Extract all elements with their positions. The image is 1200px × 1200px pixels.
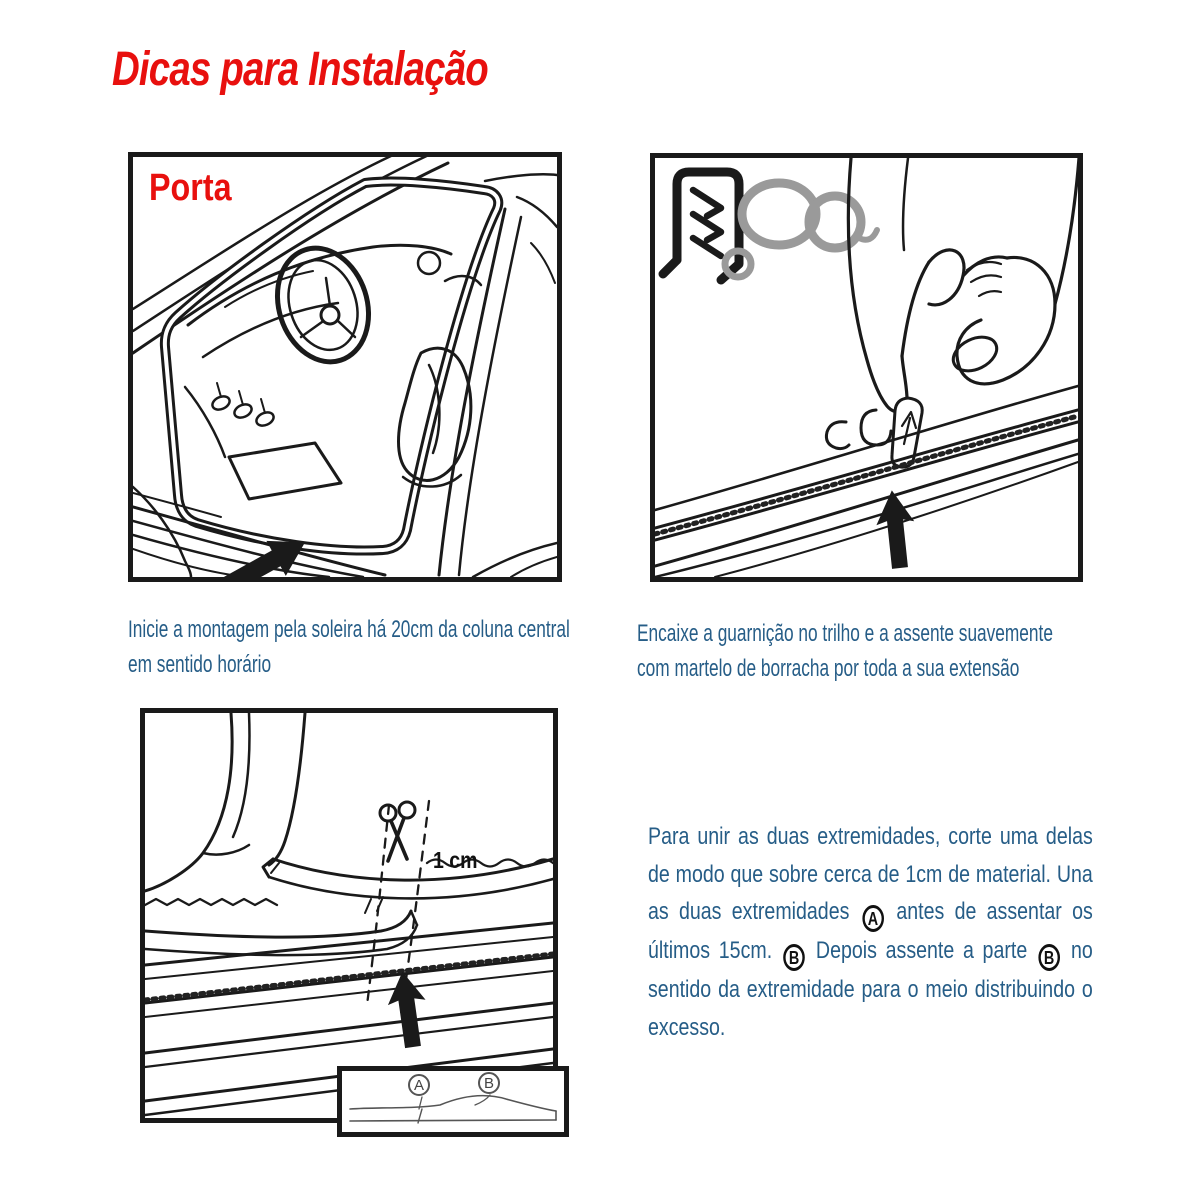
cutting-seal-drawing: [145, 713, 553, 1118]
panel-door: [128, 152, 562, 582]
instruction-text: Depois assente a parte: [807, 937, 1036, 964]
joining-instructions: [648, 818, 1093, 1046]
door-label: Porta: [149, 167, 232, 209]
measure-label: 1 cm: [433, 847, 478, 873]
caption-door: [128, 612, 570, 682]
circled-b-icon: B: [783, 944, 805, 971]
hand-drawing: [848, 158, 1078, 412]
panel-seal-seating: [650, 153, 1083, 582]
point-a-marker: A: [408, 1074, 430, 1096]
circled-a-icon: A: [862, 905, 884, 932]
point-b-marker: B: [478, 1072, 500, 1094]
instruction-text: Para unir as duas extremidades, corte uma delas de modo que sobre cerca de 1cm de material. Una as duas extremidades: [648, 823, 1093, 925]
instruction-text: no sentido da extremidade para o meio distribuindo o excesso.: [648, 937, 1093, 1041]
caption-seal-seating: [637, 616, 1053, 686]
hand-pressing-seal-drawing: [655, 158, 1078, 577]
circled-b-icon: B: [1038, 944, 1060, 971]
seal-bulb-profile-icon: [725, 183, 877, 277]
car-door-drawing: [133, 157, 557, 577]
instruction-text: antes de assentar os últimos 15cm.: [648, 898, 1093, 964]
joining-inset: [337, 1066, 569, 1137]
caption-seal-line1: Encaixe a guarnição no trilho e a assente suavemente: [637, 620, 1053, 647]
caption-door-line1: Inicie a montagem pela soleira há 20cm da coluna central: [128, 616, 570, 643]
scissors-icon: [380, 802, 415, 861]
page-title: Dicas para Instalação: [112, 43, 488, 96]
caption-seal-line2: com martelo de borracha por toda a sua extensão: [637, 655, 1020, 682]
panel-cutting: [140, 708, 558, 1123]
caption-door-line2: em sentido horário: [128, 651, 272, 678]
joined-strip-drawing: [342, 1071, 564, 1132]
